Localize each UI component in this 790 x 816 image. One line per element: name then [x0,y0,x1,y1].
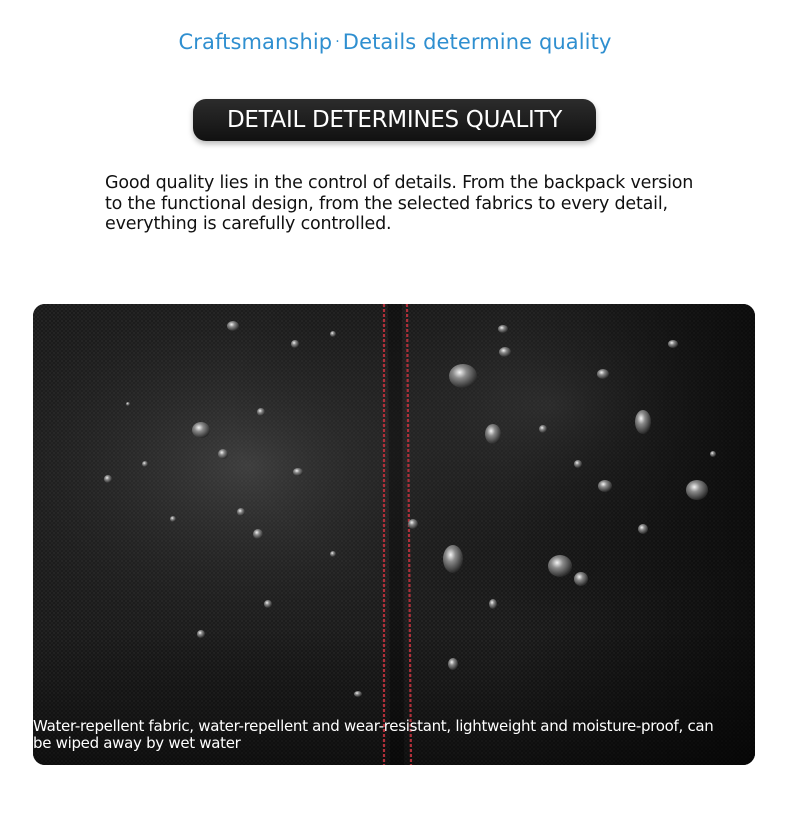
headline-separator: · [335,34,340,50]
fabric-image [33,304,755,765]
headline-right: Details determine quality [342,30,612,54]
quality-badge: DETAIL DETERMINES QUALITY [193,99,596,141]
intro-paragraph: Good quality lies in the control of details. From the backpack version to the functional design, from the selected fabrics to every detail, everything is carefully controlled. [105,173,694,234]
section-headline [0,30,790,54]
fabric-caption: Water-repellent fabric, water-repellent and wear-resistant, lightweight and moisture-proof, can be wiped away by wet water [33,717,714,752]
fabric-photo [33,304,755,765]
headline-left: Craftsmanship [178,30,333,54]
